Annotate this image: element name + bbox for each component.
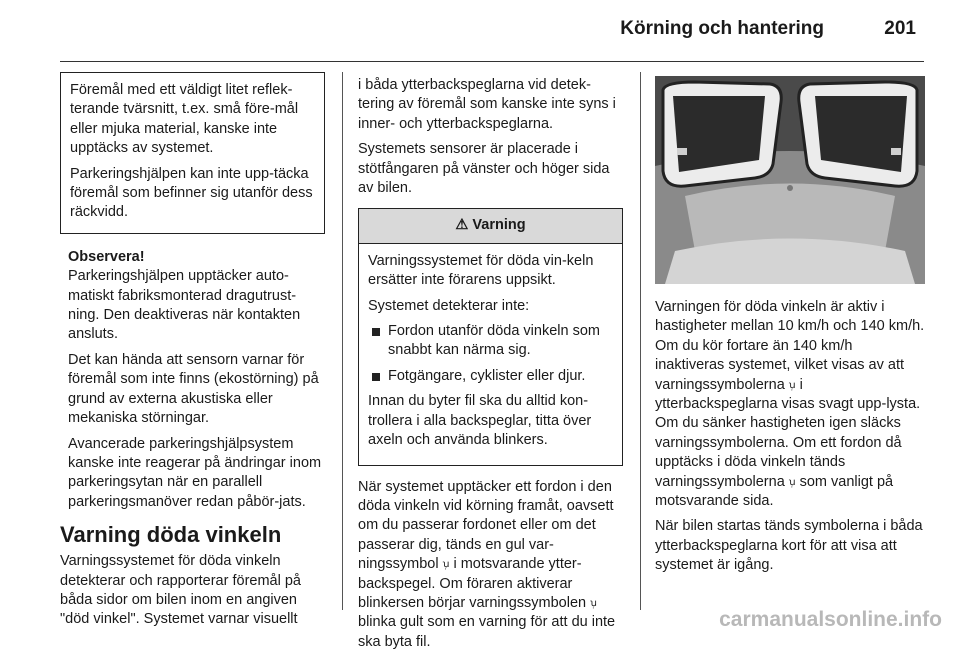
warning-paragraph-2: Systemet detekterar inte: xyxy=(368,297,530,314)
bullet-square-icon xyxy=(372,328,380,336)
section-title: Körning och hantering xyxy=(620,18,824,39)
header-divider xyxy=(60,61,924,62)
paragraph-advanced: Avancerade parkeringshjälpsystem kanske inte reagerar på ändringar inom parkeringsytan när en parallell parkeringsmanöver redan påbör-jats. xyxy=(68,435,322,510)
paragraph-mirrors: i båda ytterbackspeglarna vid detek-tering av föremål som kanske inte syns i inner- och ytterbackspeglarna. xyxy=(358,77,616,132)
paragraph-startup: När bilen startas tänds symbolerna i båda ytterbackspeglarna kort för att visa att systemet är igång. xyxy=(655,518,923,574)
paragraph-speed: Varningen för döda vinkeln är aktiv i hastigheter mellan 10 km/h och 140 km/h. Om du kör fortare än 140 km/h inaktiveras systemet, vilket visas av att varningssymbolerna ꭒ᷊ i ytterbackspeglarna visas svagt upp-lysta. Om du sänker hastigheten igen släcks varningssymbolerna. Om ett fordon då upptäcks i döda vinkeln tänds varningssymbolerna ꭒ᷊ som vanligt på motsvarande sida. xyxy=(655,299,925,510)
column-3 xyxy=(655,76,925,582)
car-mirror-image xyxy=(655,76,925,284)
note-label: Observera! xyxy=(68,248,145,265)
bullet-text: Fordon utanför döda vinkeln som snabbt kan närma sig. xyxy=(388,323,600,359)
note-section xyxy=(60,248,325,512)
bullet-text: Fotgängare, cyklister eller djur. xyxy=(388,367,586,384)
info-box-paragraph-2: Parkeringshjälpen kan inte upp-täcka föremål som befinner sig utanför dess räckvidd. xyxy=(70,165,313,221)
blind-spot-symbol-icon: ꭒ᷊ xyxy=(590,597,597,609)
info-box xyxy=(60,72,325,234)
warning-bullet-2 xyxy=(368,367,613,386)
page-header xyxy=(60,18,924,46)
column-divider-2 xyxy=(640,72,641,610)
note-paragraph: Parkeringshjälpen upptäcker auto-matiskt fabriksmonterad dragutrust-ning. Den deaktiveras när kontakten ansluts. xyxy=(68,268,301,343)
watermark: carmanualsonline.info xyxy=(719,608,942,631)
blind-spot-symbol-icon: ꭒ᷊ xyxy=(442,559,450,571)
paragraph-detection: När systemet upptäcker ett fordon i den döda vinkeln vid körning framåt, oavsett om du passerar fordonet eller om det passerar dig, tänds en gul var-ningssymbol ꭒ᷊ i motsvarande ytter-backspegel. Om föraren aktiverar blinkersen börjar varningssymbolen ꭒ᷊ blinka gult som en varning för att du inte ska byta fil. xyxy=(358,478,616,650)
paragraph-intro: Varningssystemet för döda vinkeln detekterar och rapporterar föremål på båda sidor om bilen inom en angiven "död vinkel". Systemet varnar visuellt xyxy=(60,553,301,628)
warning-bullet-1 xyxy=(368,322,613,361)
paragraph-echo: Det kan hända att sensorn varnar för föremål som inte finns (ekostörning) på grund av externa akustiska eller mekaniska störningar. xyxy=(68,351,319,427)
warning-paragraph-3: Innan du byter fil ska du alltid kon-trollera i alla backspeglar, titta över axeln och använda blinkers. xyxy=(368,393,592,449)
blind-spot-symbol-icon: ꭒ᷊ xyxy=(788,476,796,488)
warning-body xyxy=(359,244,622,465)
blind-spot-symbol-icon: ꭒ᷊ xyxy=(788,379,796,391)
warning-header xyxy=(359,209,622,243)
warning-paragraph-1: Varningssystemet för döda vin-keln ersätter inte förarens uppsikt. xyxy=(368,252,594,289)
warning-box xyxy=(358,208,623,465)
info-box-paragraph-1: Föremål med ett väldigt litet reflek-terande tvärsnitt, t.ex. små före-mål eller mjuka material, kanske inte upptäcks av systemet. xyxy=(70,82,299,157)
column-1 xyxy=(60,72,325,636)
bullet-square-icon xyxy=(372,373,380,381)
column-divider-1 xyxy=(342,72,343,610)
warning-title: Varning xyxy=(472,217,526,234)
column-2 xyxy=(358,76,623,658)
page-number: 201 xyxy=(884,18,916,39)
paragraph-sensors: Systemets sensorer är placerade i stötfångaren på vänster och höger sida av bilen. xyxy=(358,141,610,197)
warning-triangle-icon: ⚠ xyxy=(455,217,469,234)
section-heading: Varning döda vinkeln xyxy=(60,522,282,548)
car-mirror-illustration xyxy=(655,76,925,284)
